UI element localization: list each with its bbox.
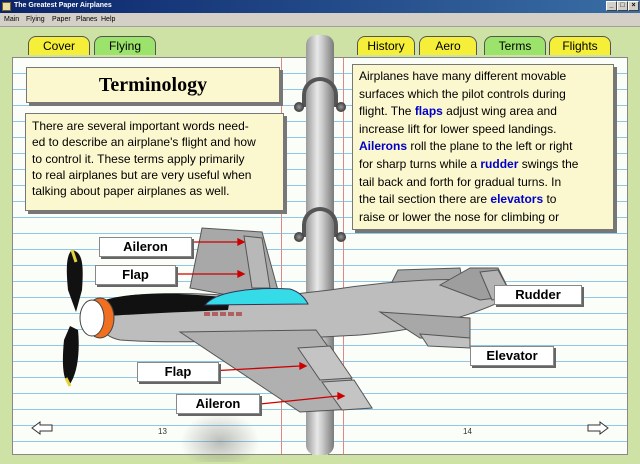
menu-flying[interactable]: Flying bbox=[26, 16, 45, 23]
text-segment: Airplanes have many different movable bbox=[359, 69, 567, 83]
maximize-button[interactable]: □ bbox=[617, 1, 628, 11]
label-aileron-bottom: Aileron bbox=[176, 394, 260, 414]
tab-history[interactable]: History bbox=[357, 36, 415, 55]
exhaust-ports bbox=[204, 312, 242, 316]
intro-line: ed to describe an airplane's flight and how bbox=[32, 135, 256, 150]
intro-line: to real airplanes but are very useful when bbox=[32, 167, 252, 182]
tab-aero[interactable]: Aero bbox=[419, 36, 477, 55]
label-flap-top: Flap bbox=[95, 265, 176, 285]
text-segment: tail back and forth for gradual turns. In bbox=[359, 174, 562, 189]
close-button[interactable]: × bbox=[628, 1, 639, 11]
menu-main[interactable]: Main bbox=[4, 16, 20, 23]
text-segment: increase lift for lower speed landings. bbox=[359, 121, 557, 136]
page-title: Terminology bbox=[26, 67, 280, 103]
menu-help[interactable]: Help bbox=[101, 16, 116, 23]
menu-planes[interactable]: Planes bbox=[76, 16, 98, 23]
tab-flying[interactable]: Flying bbox=[94, 36, 156, 55]
back-arrow-icon[interactable] bbox=[30, 420, 54, 436]
intro-line: to control it. These terms apply primarily bbox=[32, 151, 245, 166]
text-segment: to bbox=[543, 192, 557, 207]
text-segment: roll the plane to the left or right bbox=[407, 139, 573, 154]
window-title: The Greatest Paper Airplanes bbox=[14, 2, 112, 9]
keyword: flaps bbox=[414, 104, 443, 119]
menu-paper[interactable]: Paper bbox=[52, 16, 71, 23]
keyword: rudder bbox=[480, 156, 519, 171]
keyword: elevators bbox=[490, 192, 544, 207]
tab-cover[interactable]: Cover bbox=[28, 36, 90, 55]
tab-flights[interactable]: Flights bbox=[549, 36, 611, 55]
minimize-button[interactable]: _ bbox=[606, 1, 617, 11]
spinner-cone bbox=[80, 300, 104, 336]
intro-line: talking about paper airplanes as well. bbox=[32, 184, 230, 199]
propeller-blade bbox=[63, 326, 79, 384]
text-segment: surfaces which the pilot controls during bbox=[359, 86, 566, 101]
text-segment: for sharp turns while a bbox=[359, 156, 481, 171]
keyword: Ailerons bbox=[359, 139, 408, 154]
forward-arrow-icon[interactable] bbox=[586, 420, 610, 436]
text-segment: raise or lower the nose for climbing or bbox=[359, 209, 560, 224]
label-rudder: Rudder bbox=[494, 285, 582, 305]
text-segment: swings the bbox=[518, 156, 579, 171]
text-segment: adjust wing area and bbox=[442, 104, 557, 119]
label-flap-bottom: Flap bbox=[137, 362, 219, 382]
intro-line: There are several important words need- bbox=[32, 119, 249, 133]
text-segment: flight. The bbox=[359, 104, 415, 119]
text-segment: the tail section there are bbox=[359, 192, 491, 207]
label-elevator: Elevator bbox=[470, 346, 554, 366]
label-aileron-top: Aileron bbox=[99, 237, 192, 257]
page-number-left: 13 bbox=[158, 427, 167, 436]
page-number-right: 14 bbox=[463, 427, 472, 436]
tab-terms[interactable]: Terms bbox=[484, 36, 546, 55]
